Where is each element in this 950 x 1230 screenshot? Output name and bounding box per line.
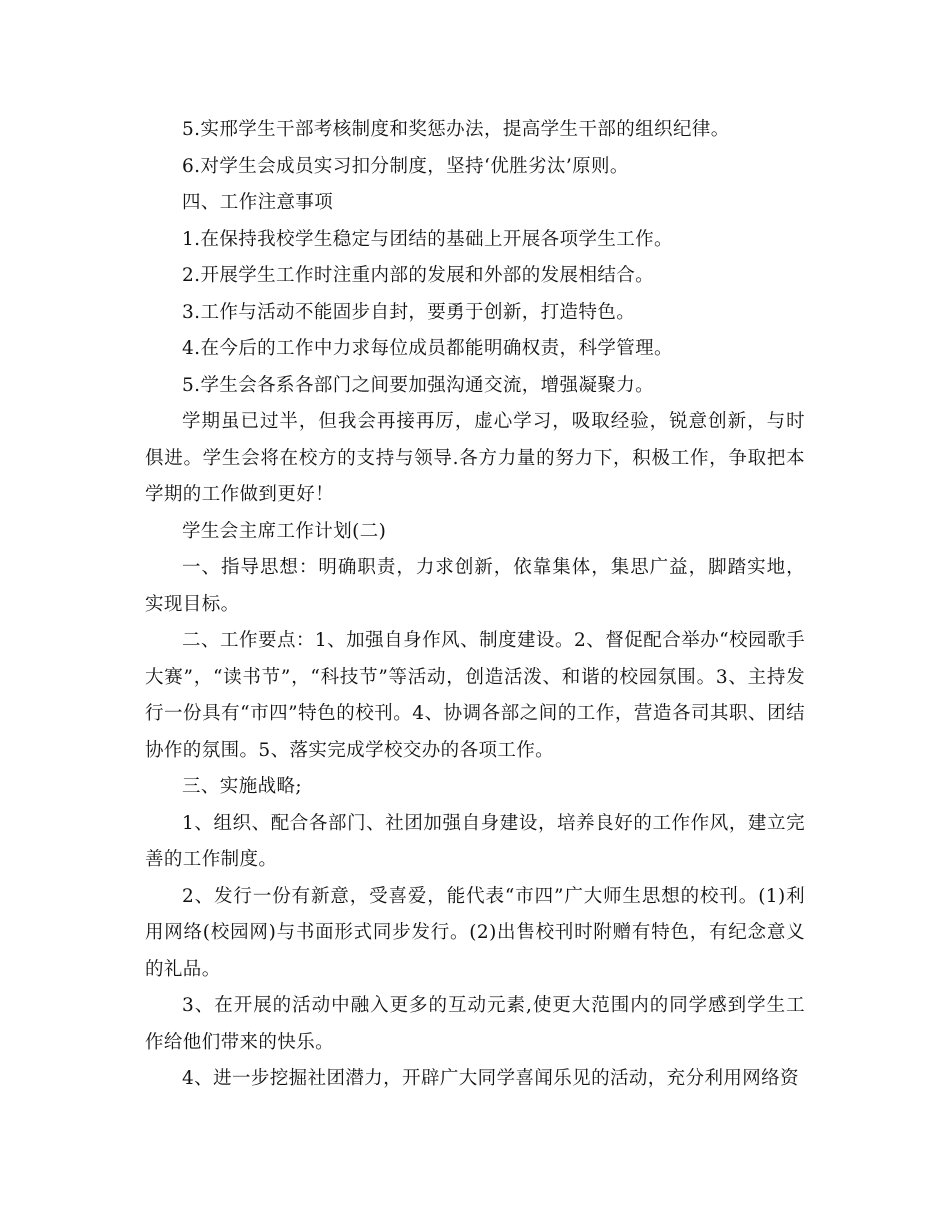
paragraph: 6.对学生会成员实习扣分制度，坚持‘优胜劣汰’原则。 <box>182 155 629 177</box>
document-subtitle: 学生会主席工作计划(二) <box>182 520 387 542</box>
paragraph: 一、指导思想：明确职责，力求创新，依靠集体，集思广益，脚踏实地，实现目标。 <box>145 557 805 615</box>
section-heading: 三、实施战略; <box>182 776 303 797</box>
paragraph: 1、组织、配合各部门、社团加强自身建设，培养良好的工作作风，建立完善的工作制度。 <box>145 812 805 870</box>
document-body <box>145 112 805 1098</box>
paragraph: 二、工作要点：1、加强自身作风、制度建设。2、督促配合举办“校园歌手大赛”，“读书节”，“科技节”等活动，创造活泼、和谐的校园氛围。3、主持发行一份具有“市四”特色的校刊。4、协调各部之间的工作，营造各司其职、团结协作的氛围。5、落实完成学校交办的各项工作。 <box>145 630 805 761</box>
paragraph: 4、进一步挖掘社团潜力，开辟广大同学喜闻乐见的活动，充分利用网络资 <box>182 1068 799 1089</box>
paragraph: 2、发行一份有新意，受喜爱，能代表“市四”广大师生思想的校刊。(1)利用网络(校园网)与书面形式同步发行。(2)出售校刊时附赠有特色，有纪念意义的礼品。 <box>145 885 805 980</box>
section-heading: 四、工作注意事项 <box>182 192 334 213</box>
paragraph: 5.学生会各系各部门之间要加强沟通交流，增强凝聚力。 <box>182 374 655 396</box>
paragraph: 2.开展学生工作时注重内部的发展和外部的发展相结合。 <box>182 265 655 286</box>
paragraph: 3.工作与活动不能固步自封，要勇于创新，打造特色。 <box>182 301 636 323</box>
paragraph: 3、在开展的活动中融入更多的互动元素,使更大范围内的同学感到学生工作给他们带来的快乐。 <box>145 995 805 1053</box>
paragraph: 5.实邢学生干部考核制度和奖惩办法，提高学生干部的组织纪律。 <box>182 119 730 140</box>
paragraph: 学期虽已过半，但我会再接再厉，虚心学习，吸取经验，锐意创新，与时俱进。学生会将在校方的支持与领导.各方力量的努力下，积极工作，争取把本学期的工作做到更好！ <box>145 411 805 505</box>
paragraph: 1.在保持我校学生稳定与团结的基础上开展各项学生工作。 <box>182 228 673 250</box>
paragraph: 4.在今后的工作中力求每位成员都能明确权责，科学管理。 <box>182 338 673 359</box>
